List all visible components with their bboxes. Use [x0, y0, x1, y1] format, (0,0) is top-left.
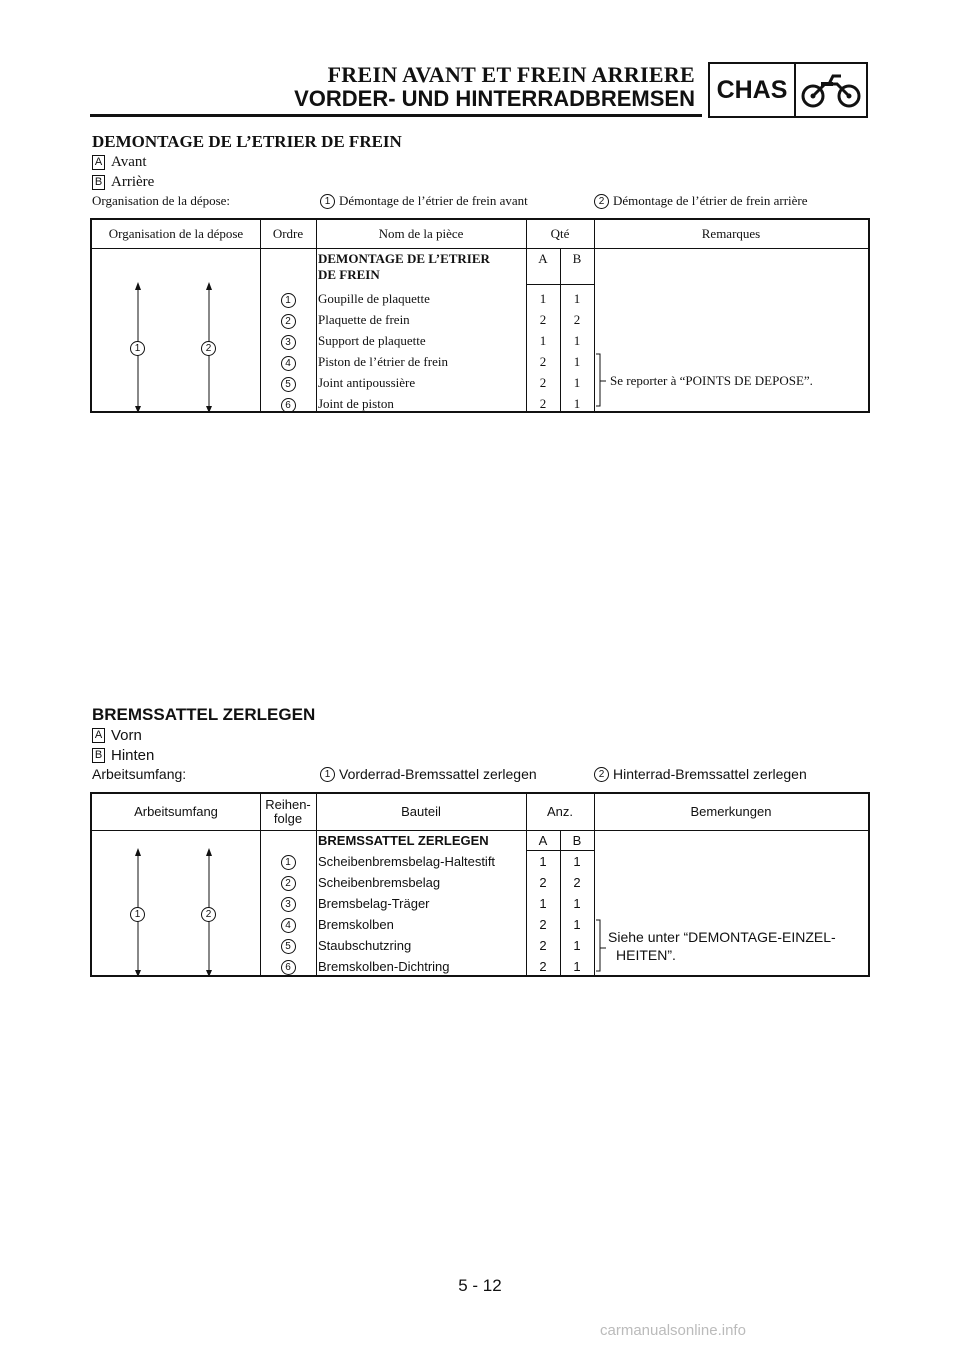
qty-b: 1: [573, 854, 581, 869]
table-section-name: BREMSSATTEL ZERLEGEN: [318, 833, 489, 848]
order-number: 4: [281, 918, 296, 933]
label-text: Hinten: [111, 747, 155, 764]
table-row: [92, 872, 868, 893]
label-key: A: [92, 155, 105, 170]
qty-b: 1: [573, 917, 581, 932]
qty-a: 2: [539, 917, 547, 932]
header-part: Bauteil: [401, 804, 441, 820]
remark-text: Se reporter à “POINTS DE DEPOSE”.: [610, 373, 813, 388]
remark-bracket: [594, 918, 608, 973]
qty-b: 1: [573, 896, 581, 911]
arrow-label-1: 1: [130, 341, 145, 356]
table-row: [92, 851, 868, 872]
part-name: Goupille de plaquette: [318, 291, 430, 306]
qty-a: 2: [539, 396, 547, 411]
header-title-fr: FREIN AVANT ET FREIN ARRIERE: [327, 62, 695, 87]
part-name: Bremskolben: [318, 917, 394, 932]
watermark: carmanualsonline.info: [600, 1322, 746, 1339]
table-row: [92, 351, 868, 372]
section-name-line2: DE FREIN: [318, 267, 380, 282]
chas-label: CHAS: [710, 64, 796, 116]
qty-b: 2: [573, 875, 581, 890]
part-name: Joint antipoussière: [318, 375, 416, 390]
qty-b: 1: [573, 354, 581, 369]
order-number: 4: [281, 356, 296, 371]
header-order-line2: folge: [273, 811, 303, 826]
part-name: Support de plaquette: [318, 333, 426, 348]
order-number: 5: [281, 939, 296, 954]
header-rule: [90, 114, 702, 117]
qty-a: 2: [539, 312, 547, 327]
org-item-text: Démontage de l’étrier de frein avant: [339, 193, 528, 208]
table-row: [92, 288, 868, 309]
table-header: [92, 794, 868, 831]
label-text: Arrière: [111, 174, 155, 190]
arrow-label-2: 2: [201, 341, 216, 356]
label-rear-fr: [92, 174, 154, 191]
remark-line2: HEITEN”.: [616, 947, 676, 963]
procedure-table-fr: [90, 218, 870, 413]
qty-b: 1: [573, 333, 581, 348]
org-label-de: Arbeitsumfang:: [92, 766, 187, 782]
table-row: [92, 330, 868, 351]
label-text: Vorn: [111, 727, 142, 744]
org-item-1-fr: [320, 193, 528, 209]
header-order: [260, 794, 316, 830]
qty-a: 1: [539, 333, 547, 348]
motorcycle-icon: [796, 64, 866, 116]
header-part: Nom de la pièce: [378, 226, 464, 242]
qty-b: 2: [573, 312, 581, 327]
part-name: Scheibenbremsbelag: [318, 875, 441, 890]
qty-a-head: A: [538, 833, 548, 848]
part-name: Joint de piston: [318, 396, 394, 411]
qty-b: 1: [573, 959, 581, 974]
order-number: 1: [281, 293, 296, 308]
qty-a: 2: [539, 375, 547, 390]
part-name: Piston de l’étrier de frein: [318, 354, 448, 369]
order-number: 3: [281, 897, 296, 912]
table-row: [92, 393, 868, 414]
table-row: [92, 893, 868, 914]
qty-a: 2: [539, 938, 547, 953]
label-key: B: [92, 175, 105, 190]
order-number: 2: [281, 314, 296, 329]
chas-badge: [708, 62, 868, 118]
order-number: 1: [281, 855, 296, 870]
part-name: Scheibenbremsbelag-Haltestift: [318, 854, 496, 869]
part-name: Bremsbelag-Träger: [318, 896, 430, 911]
procedure-table-de: [90, 792, 870, 977]
arrow-label-2: 2: [201, 907, 216, 922]
qty-a: 2: [539, 959, 547, 974]
part-name: Staubschutzring: [318, 938, 412, 953]
qty-a: 1: [539, 896, 547, 911]
circled-number: 1: [320, 194, 335, 209]
header-qty: Qté: [550, 226, 570, 242]
qty-b: 1: [573, 375, 581, 390]
header-remarks: Remarques: [701, 226, 761, 242]
remark-line1: Siehe unter “DEMONTAGE-EINZEL-: [608, 929, 836, 945]
label-key: B: [92, 748, 105, 763]
remark-text: [608, 928, 836, 964]
order-number: 6: [281, 960, 296, 975]
part-name: Plaquette de frein: [318, 312, 410, 327]
qty-a-head: A: [538, 251, 548, 266]
page-number: 5 - 12: [458, 1276, 502, 1295]
qty-a: 1: [539, 291, 547, 306]
circled-number: 1: [320, 767, 335, 782]
org-item-1-de: [320, 766, 537, 782]
table-section-name: [318, 251, 490, 283]
header-org: Organisation de la dépose: [108, 226, 244, 242]
section-title-de: BREMSSATTEL ZERLEGEN: [92, 705, 316, 724]
label-front-de: [92, 727, 142, 744]
header-order-line1: Reihen-: [265, 797, 311, 813]
org-item-text: Hinterrad-Bremssattel zerlegen: [613, 766, 807, 782]
order-number: 2: [281, 876, 296, 891]
header-order: Ordre: [272, 226, 304, 242]
arrow-label-1: 1: [130, 907, 145, 922]
org-label-fr: Organisation de la dépose:: [92, 193, 231, 208]
order-number: 5: [281, 377, 296, 392]
qty-a: 2: [539, 354, 547, 369]
section-name-line1: DEMONTAGE DE L’ETRIER: [318, 251, 490, 266]
qty-b-head: B: [572, 251, 582, 266]
org-item-2-fr: [594, 193, 808, 209]
label-text: Avant: [111, 154, 147, 170]
circled-number: 2: [594, 194, 609, 209]
circled-number: 2: [594, 767, 609, 782]
order-number: 3: [281, 335, 296, 350]
qty-a: 1: [539, 854, 547, 869]
part-name: Bremskolben-Dichtring: [318, 959, 450, 974]
section-title-fr: DEMONTAGE DE L’ETRIER DE FREIN: [92, 132, 402, 151]
header-org: Arbeitsumfang: [134, 804, 218, 820]
header-remarks: Bemerkungen: [690, 804, 772, 820]
order-number: 6: [281, 398, 296, 413]
qty-b: 1: [573, 938, 581, 953]
table-header: [92, 220, 868, 249]
header-qty: Anz.: [546, 804, 573, 820]
qty-a: 2: [539, 875, 547, 890]
qty-b: 1: [573, 396, 581, 411]
label-front-fr: [92, 154, 147, 171]
qty-b: 1: [573, 291, 581, 306]
header-title-de: VORDER- UND HINTERRADBREMSEN: [294, 86, 695, 111]
table-row: [92, 309, 868, 330]
org-item-2-de: [594, 766, 807, 782]
label-key: A: [92, 728, 105, 743]
org-item-text: Vorderrad-Bremssattel zerlegen: [339, 766, 537, 782]
label-rear-de: [92, 747, 154, 764]
org-item-text: Démontage de l’étrier de frein arrière: [613, 193, 808, 208]
remark-bracket: [594, 352, 608, 408]
qty-b-head: B: [572, 833, 582, 848]
